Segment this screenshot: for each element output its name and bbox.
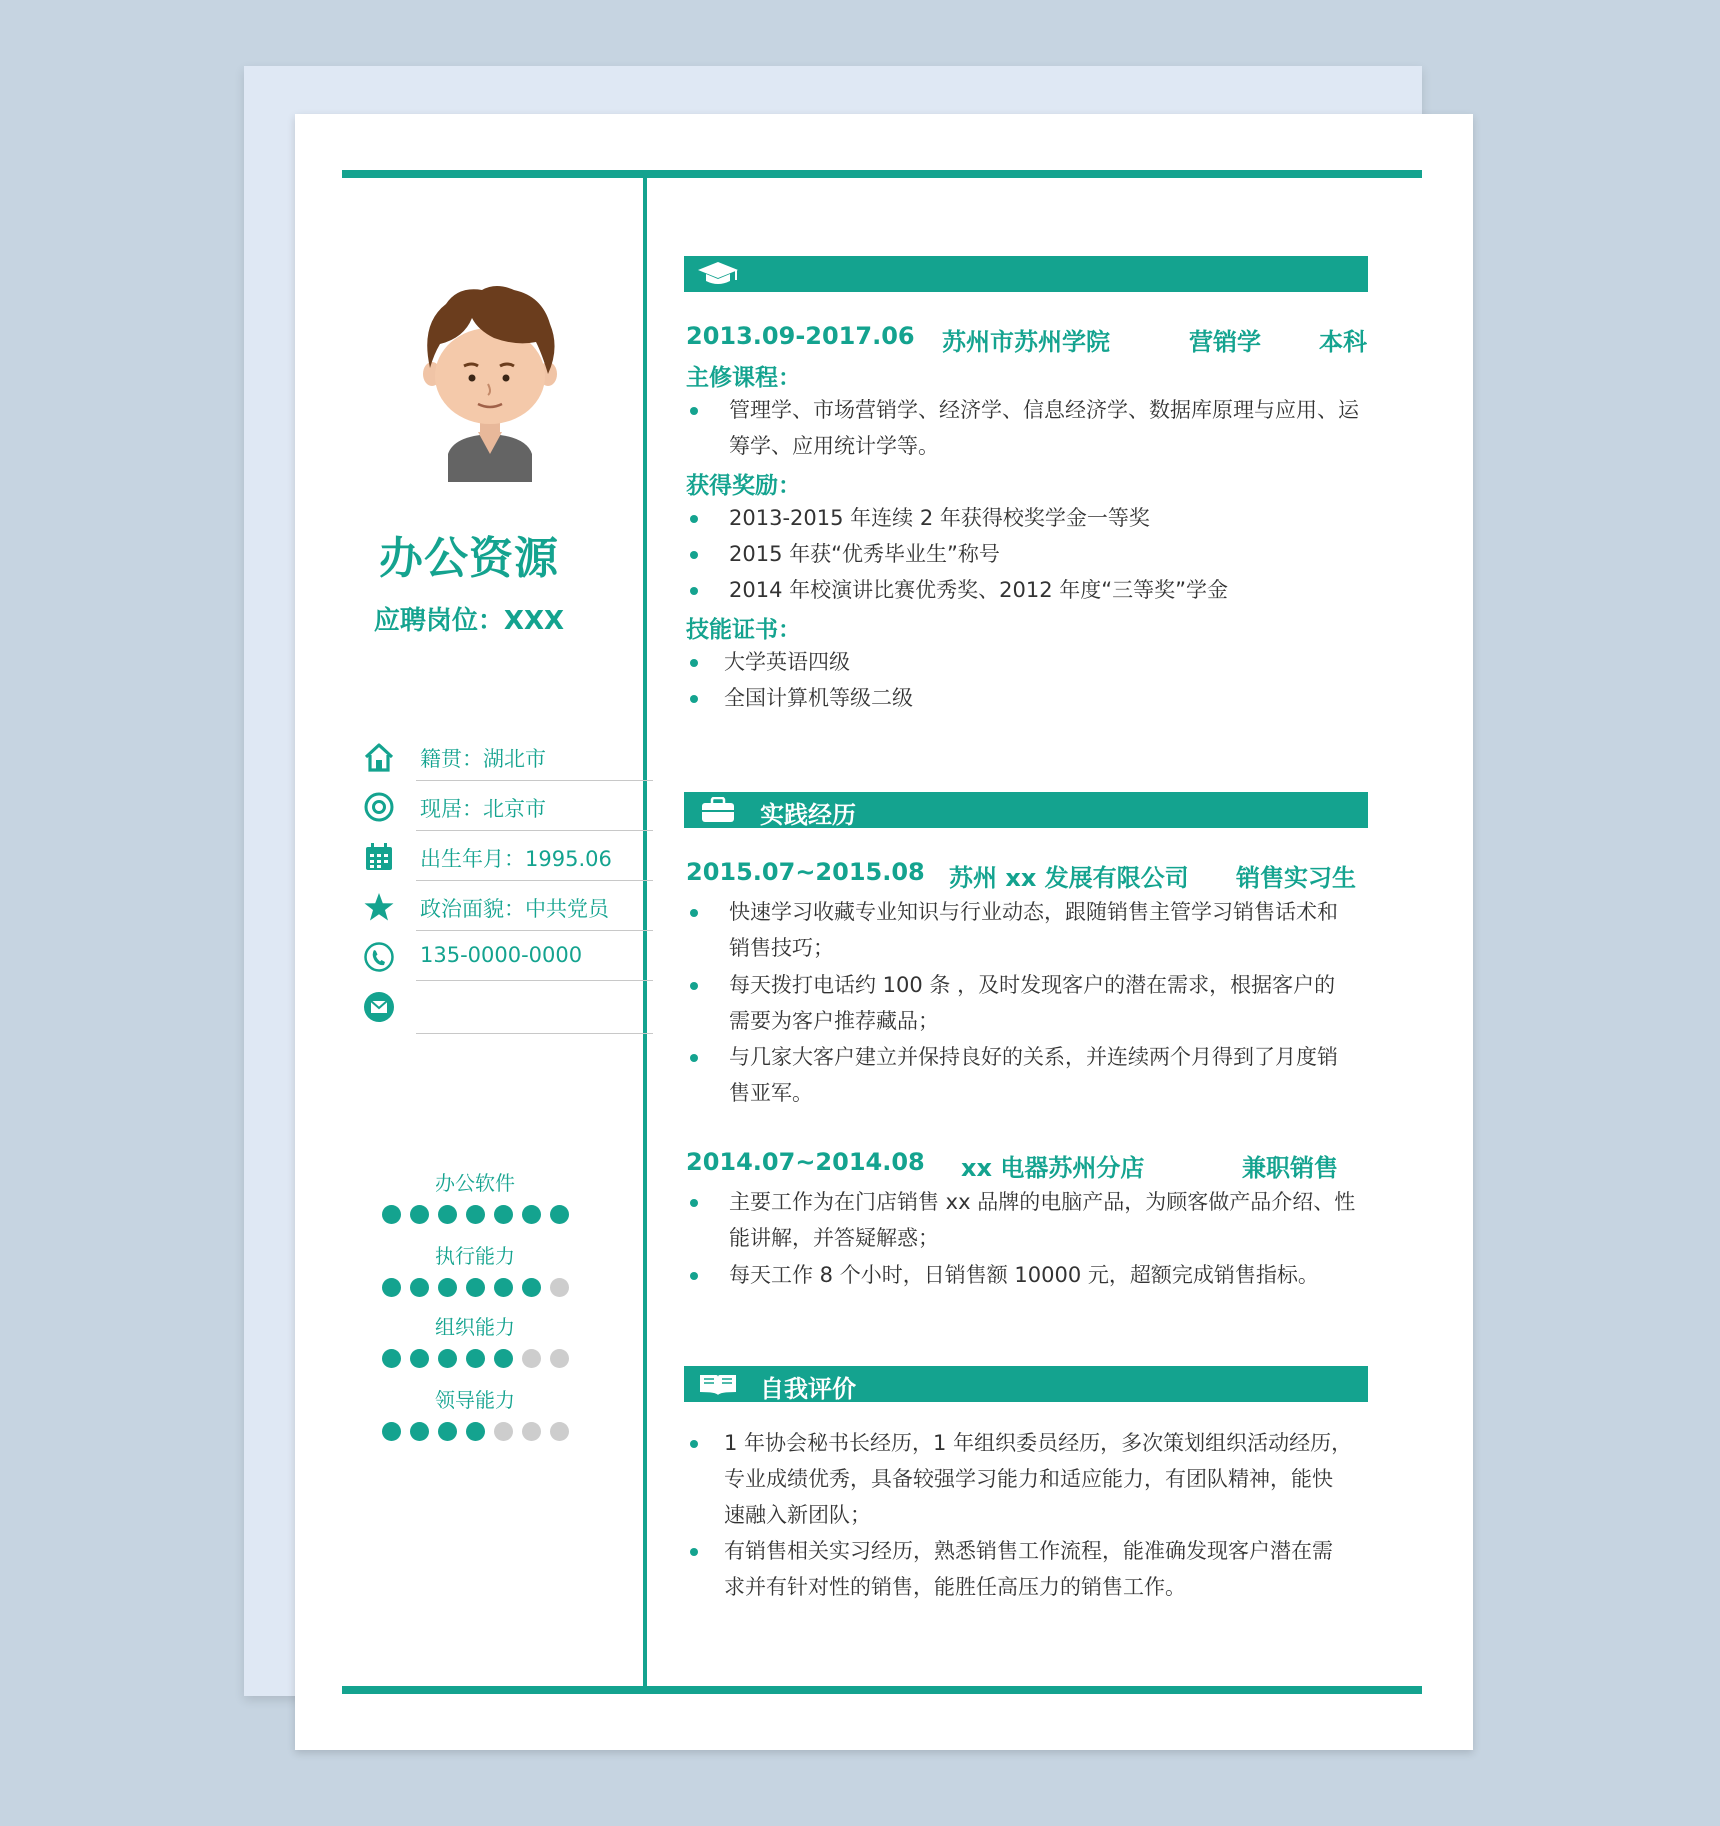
job-role: 销售实习生 (1236, 864, 1356, 892)
bullet (690, 1054, 698, 1062)
book-icon (696, 1371, 740, 1397)
skill-dot-filled (466, 1205, 485, 1224)
bullet (690, 1199, 698, 1207)
info-residence (363, 781, 653, 831)
job-duty-line: 需要为客户推荐藏品； (729, 1009, 939, 1033)
cert-text: 全国计算机等级二级 (724, 686, 913, 710)
award-text: 2015 年获“优秀毕业生”称号 (729, 542, 1000, 566)
skill-dot-filled (382, 1349, 401, 1368)
job-duty-line: 能讲解，并答疑解惑； (729, 1226, 939, 1250)
job-duty-line: 主要工作为在门店销售 xx 品牌的电脑产品，为顾客做产品介绍、性 (729, 1190, 1356, 1214)
bullet (690, 587, 698, 595)
location-icon (363, 791, 395, 823)
skill-execution (355, 1240, 595, 1297)
divider (416, 1033, 653, 1034)
list-item (686, 1184, 1376, 1256)
job-company: xx 电器苏州分店 (961, 1154, 1145, 1182)
list-item (686, 644, 1376, 680)
awards-label: 获得奖励： (686, 473, 801, 499)
skill-organization (355, 1311, 595, 1368)
job-duty-line: 售亚军。 (729, 1081, 813, 1105)
courses-label: 主修课程： (686, 365, 801, 391)
self-eval-section-header (684, 1366, 1368, 1402)
bullet (690, 407, 698, 415)
skill-dot-filled (410, 1422, 429, 1441)
eval-line: 有销售相关实习经历，熟悉销售工作流程，能准确发现客户潜在需 (724, 1539, 1333, 1563)
skill-dot-filled (550, 1205, 569, 1224)
info-birth (363, 831, 653, 881)
calendar-icon (363, 841, 395, 873)
job-duty-line: 每天拨打电话约 100 条 ，及时发现客户的潜在需求，根据客户的 (729, 973, 1336, 997)
skill-dot-empty (522, 1422, 541, 1441)
skill-rating (355, 1205, 595, 1224)
job-period: 2014.07~2014.08 (686, 1148, 925, 1176)
skill-label: 办公软件 (435, 1171, 515, 1195)
bullet (690, 551, 698, 559)
skill-dot-filled (522, 1205, 541, 1224)
skill-dot-filled (382, 1278, 401, 1297)
info-phone (363, 931, 653, 981)
info-email (363, 981, 653, 1034)
education-section-header (684, 256, 1368, 292)
job-duty-line: 与几家大客户建立并保持良好的关系，并连续两个月得到了月度销 (729, 1045, 1338, 1069)
top-accent-bar (342, 170, 1422, 178)
skill-dot-filled (438, 1422, 457, 1441)
skill-dot-filled (410, 1205, 429, 1224)
birth-text: 出生年月：1995.06 (420, 847, 612, 871)
list-item (686, 967, 1376, 1039)
briefcase-icon (696, 797, 740, 823)
bullet (690, 909, 698, 917)
avatar (420, 282, 560, 482)
skill-label: 组织能力 (435, 1315, 515, 1339)
bottom-accent-bar (342, 1686, 1422, 1694)
political-text: 政治面貌：中共党员 (420, 897, 609, 921)
skill-dot-empty (550, 1422, 569, 1441)
skill-dot-filled (466, 1278, 485, 1297)
list-item (686, 1533, 1376, 1605)
skill-dot-filled (494, 1205, 513, 1224)
graduation-cap-icon (696, 261, 740, 287)
residence-text: 现居：北京市 (420, 797, 546, 821)
list-item (686, 500, 1376, 536)
mail-icon (363, 991, 395, 1023)
edu-school: 苏州市苏州学院 (942, 328, 1110, 356)
skill-dot-filled (410, 1278, 429, 1297)
phone-icon (363, 941, 395, 973)
bullet (690, 1440, 698, 1448)
skill-label: 执行能力 (435, 1244, 515, 1268)
skill-rating (355, 1349, 595, 1368)
applied-position: 应聘岗位：XXX (373, 606, 565, 636)
info-hometown (363, 731, 653, 781)
job-company: 苏州 xx 发展有限公司 (949, 864, 1189, 892)
skill-dot-empty (550, 1349, 569, 1368)
bullet (690, 982, 698, 990)
job-period: 2015.07~2015.08 (686, 858, 925, 886)
practice-title: 实践经历 (760, 801, 856, 829)
star-icon (363, 891, 395, 923)
list-item (686, 572, 1376, 608)
job-duty-line: 每天工作 8 个小时，日销售额 10000 元，超额完成销售指标。 (729, 1263, 1319, 1287)
skill-rating (355, 1422, 595, 1441)
course-line: 筹学、应用统计学等。 (729, 434, 939, 458)
job-duty-line: 销售技巧； (729, 936, 834, 960)
skill-dot-filled (438, 1349, 457, 1368)
skill-office-software (355, 1167, 595, 1224)
skill-rating (355, 1278, 595, 1297)
cert-text: 大学英语四级 (724, 650, 850, 674)
award-text: 2013-2015 年连续 2 年获得校奖学金一等奖 (729, 506, 1150, 530)
job-duty-line: 快速学习收藏专业知识与行业动态，跟随销售主管学习销售话术和 (729, 900, 1338, 924)
job-role: 兼职销售 (1242, 1154, 1338, 1182)
skill-dot-empty (494, 1422, 513, 1441)
skill-dot-filled (410, 1349, 429, 1368)
edu-degree: 本科 (1319, 328, 1367, 356)
eval-line: 1 年协会秘书长经历，1 年组织委员经历，多次策划组织活动经历， (724, 1431, 1353, 1455)
skill-dot-filled (466, 1349, 485, 1368)
self-eval-title: 自我评价 (760, 1375, 856, 1403)
info-political (363, 881, 653, 931)
list-item (686, 1257, 1376, 1293)
eval-line: 速融入新团队； (724, 1503, 871, 1527)
bullet (690, 659, 698, 667)
skill-dot-filled (466, 1422, 485, 1441)
skill-dot-filled (494, 1278, 513, 1297)
hometown-text: 籍贯：湖北市 (420, 747, 546, 771)
eval-line: 专业成绩优秀，具备较强学习能力和适应能力，有团队精神，能快 (724, 1467, 1333, 1491)
eval-line: 求并有针对性的销售，能胜任高压力的销售工作。 (724, 1575, 1186, 1599)
skill-leadership (355, 1384, 595, 1441)
skill-dot-empty (522, 1349, 541, 1368)
list-item (686, 1425, 1376, 1533)
bullet (690, 695, 698, 703)
skill-dot-filled (382, 1422, 401, 1441)
list-item (686, 536, 1376, 572)
skill-dot-filled (438, 1205, 457, 1224)
bullet (690, 515, 698, 523)
list-item (686, 894, 1376, 966)
bullet (690, 1548, 698, 1556)
list-item (686, 680, 1376, 716)
list-item (686, 1039, 1376, 1111)
skill-dot-empty (550, 1278, 569, 1297)
course-line: 管理学、市场营销学、经济学、信息经济学、数据库原理与应用、运 (729, 398, 1359, 422)
certs-label: 技能证书： (686, 617, 801, 643)
resume-page (295, 114, 1473, 1750)
phone-text: 135-0000-0000 (420, 943, 583, 967)
skill-dot-filled (494, 1349, 513, 1368)
bullet (690, 1272, 698, 1280)
skill-dot-filled (438, 1278, 457, 1297)
skill-dot-filled (382, 1205, 401, 1224)
candidate-name: 办公资源 (379, 533, 559, 584)
award-text: 2014 年校演讲比赛优秀奖、2012 年度“三等奖”学金 (729, 578, 1228, 602)
edu-period: 2013.09-2017.06 (686, 322, 915, 350)
practice-section-header (684, 792, 1368, 828)
edu-major: 营销学 (1189, 328, 1261, 356)
home-icon (363, 741, 395, 773)
list-item (686, 392, 1376, 464)
skill-label: 领导能力 (435, 1388, 515, 1412)
skill-dot-filled (522, 1278, 541, 1297)
